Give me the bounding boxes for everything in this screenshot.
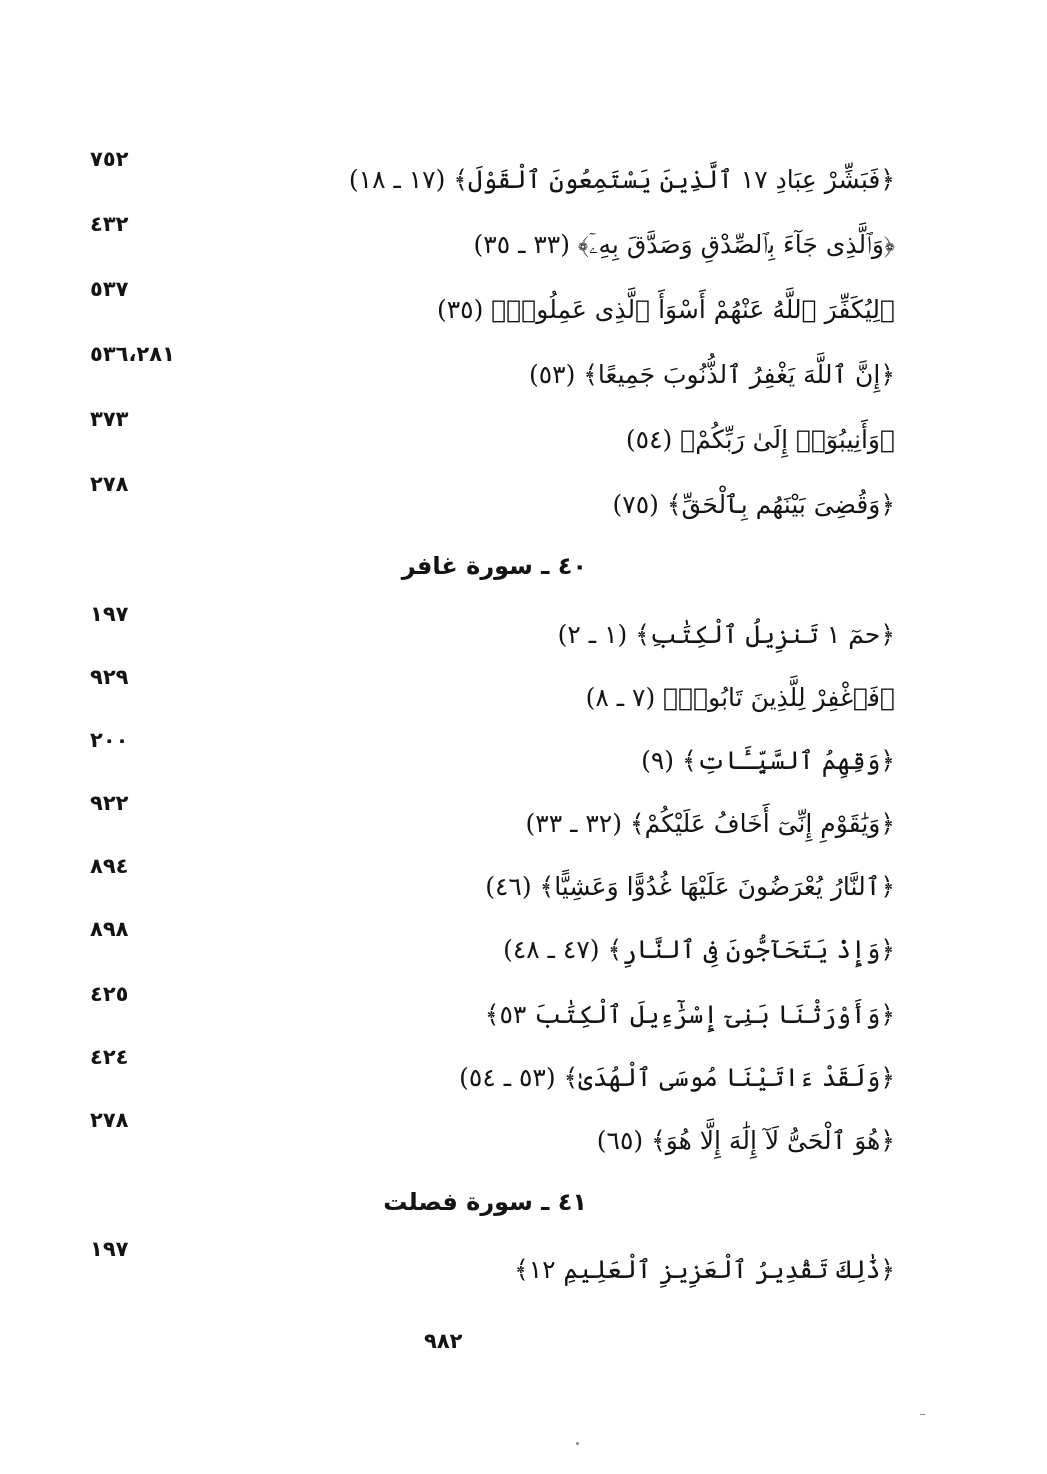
verse-text: ﴿وَإِذْ يَتَحَآجُّونَ فِى ٱلنَّارِ﴾ (٤٧ ـ ٤٨) [503,935,895,964]
index-entry [80,1108,895,1161]
index-entry [80,407,895,460]
page-references: ٥٣٦،٢٨١ [90,342,175,366]
index-entry [80,277,895,330]
page-references: ٣٧٣ [90,407,129,431]
scan-speck [920,1414,925,1415]
verse-text: ﴿هُوَ ٱلْحَىُّ لَآ إِلَٰهَ إِلَّا هُوَ﴾ (٦٥) [596,1126,895,1155]
index-entry [80,147,895,200]
page-references: ١٩٧ [90,1237,129,1261]
index-entry [80,728,895,781]
verse-text: ﴿ٱلنَّارُ يُعْرَضُونَ عَلَيْهَا غُدُوًّا وَعَشِيًّا﴾ (٤٦) [485,872,895,901]
page-references: ٨٩٤ [90,854,129,878]
page-references: ٤٢٥ [90,982,129,1006]
page-references: ٢٧٨ [90,1108,129,1132]
verse-text: ﴿وَقُضِىَ بَيْنَهُم بِٱلْحَقِّ﴾ (٧٥) [612,490,895,519]
page-references: ٤٢٤ [90,1045,129,1069]
verse-text: ﴿لِيُكَفِّرَ ٱللَّهُ عَنْهُمْ أَسْوَأَ ٱلَّذِى عَمِلُوا۟﴾ (٣٥) [436,295,895,324]
page-references: ٤٣٢ [90,212,129,236]
page-references: ٧٥٢ [90,147,129,171]
index-entry [80,212,895,265]
page-references: ٩٢٩ [90,665,129,689]
verse-text: ﴿وَلَقَدْ ءَاتَيْنَا مُوسَى ٱلْهُدَىٰ﴾ (٥٣ ـ ٥٤) [459,1063,895,1092]
index-entry [80,1045,895,1098]
index-entry [80,1237,895,1290]
scan-speck [576,1442,579,1445]
index-entry [80,917,895,970]
index-entry [80,342,895,395]
verse-text: ﴿حمٓ ١ تَنزِيلُ ٱلْكِتَٰبِ﴾ (١ ـ ٢) [557,620,895,649]
page-references: ٢٧٨ [90,472,129,496]
surah-heading: ٤١ ـ سورة فصلت [383,1188,587,1216]
page-references: ٩٢٢ [90,791,129,815]
verse-text: ﴿فَبَشِّرْ عِبَادِ ١٧ ٱلَّذِينَ يَسْتَمِعُونَ ٱلْقَوْلَ﴾ (١٧ ـ ١٨) [348,165,895,194]
verse-text: ﴿وَقِهِمُ ٱلسَّيِّـَٔاتِ﴾ (٩) [641,746,895,775]
verse-text: ﴿ذَٰلِكَ تَقْدِيرُ ٱلْعَزِيزِ ٱلْعَلِيمِ ١٢﴾ [514,1255,895,1284]
index-entry [80,982,895,1035]
page-references: ٢٠٠ [90,728,129,752]
index-entry [80,854,895,907]
index-entry [80,472,895,525]
page-references: ٨٩٨ [90,917,129,941]
index-entry [80,665,895,718]
surah-heading: ٤٠ ـ سورة غافر [401,552,587,580]
page-number: ٩٨٢ [424,1329,463,1353]
verse-text: ﴿وَيَٰقَوْمِ إِنِّىٓ أَخَافُ عَلَيْكُمْ﴾ (٣٢ ـ ٣٣) [525,809,895,838]
page-references: ١٩٧ [90,602,129,626]
page-references: ٥٣٧ [90,277,129,301]
verse-text: ﴿إِنَّ ٱللَّهَ يَغْفِرُ ٱلذُّنُوبَ جَمِيعًا﴾ (٥٣) [528,360,895,389]
verse-text: ﴿وَأَوْرَثْنَا بَنِىٓ إِسْرَٰٓءِيلَ ٱلْكِتَٰبَ ٥٣﴾ [484,1000,895,1029]
verse-text: ﴿وَأَنِيبُوٓا۟ إِلَىٰ رَبِّكُمْ﴾ (٥٤) [625,425,895,454]
verse-text: ﴿فَٱغْفِرْ لِلَّذِينَ تَابُوا۟﴾ (٧ ـ ٨) [585,683,895,712]
index-entry [80,602,895,655]
verse-text: ﴿وَٱلَّذِى جَآءَ بِٱلصِّدْقِ وَصَدَّقَ بِهِۦٓ﴾ (٣٣ ـ ٣٥) [473,230,895,259]
index-entry [80,791,895,844]
